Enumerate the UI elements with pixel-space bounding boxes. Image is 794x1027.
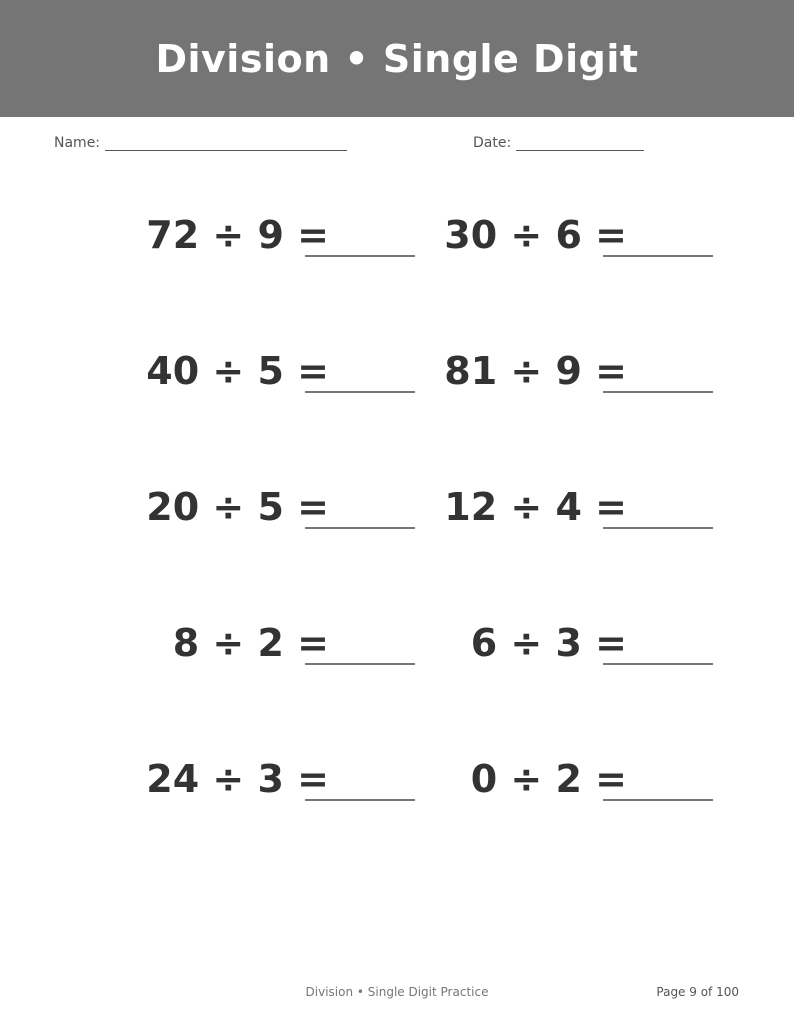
page-number: Page 9 of 100: [656, 985, 739, 999]
problem-item: [146, 741, 415, 801]
name-label: Name:: [54, 135, 101, 151]
problem-item: [146, 469, 415, 529]
name-blank-line: [105, 134, 347, 151]
problem-expression: 30 ÷ 6 =: [444, 213, 627, 257]
problem-item: [444, 197, 713, 257]
problem-expression: 72 ÷ 9 =: [146, 213, 329, 257]
answer-line: [305, 255, 415, 257]
answer-line: [603, 255, 713, 257]
answer-line: [603, 799, 713, 801]
problem-expression: 0 ÷ 2 =: [470, 757, 627, 801]
footer-title: Division • Single Digit Practice: [305, 985, 489, 999]
date-field: [473, 134, 644, 151]
problem-expression: 81 ÷ 9 =: [444, 349, 627, 393]
answer-line: [305, 527, 415, 529]
answer-line: [603, 663, 713, 665]
answer-line: [603, 527, 713, 529]
page-header: [0, 0, 794, 117]
problem-item: [146, 333, 415, 393]
answer-line: [305, 663, 415, 665]
problem-expression: 40 ÷ 5 =: [146, 349, 329, 393]
problem-expression: 8 ÷ 2 =: [172, 621, 329, 665]
problem-item: [155, 605, 415, 665]
problem-item: [444, 333, 713, 393]
problem-expression: 12 ÷ 4 =: [444, 485, 627, 529]
problem-expression: 6 ÷ 3 =: [470, 621, 627, 665]
answer-line: [305, 391, 415, 393]
problem-item: [444, 469, 713, 529]
page-title: Division • Single Digit: [155, 36, 639, 81]
date-blank-line: [516, 134, 644, 151]
problem-expression: 24 ÷ 3 =: [146, 757, 329, 801]
problem-item: [453, 605, 713, 665]
date-label: Date:: [473, 135, 512, 151]
name-field: [54, 134, 347, 151]
problem-item: [453, 741, 713, 801]
problem-item: [146, 197, 415, 257]
problem-expression: 20 ÷ 5 =: [146, 485, 329, 529]
answer-line: [305, 799, 415, 801]
answer-line: [603, 391, 713, 393]
